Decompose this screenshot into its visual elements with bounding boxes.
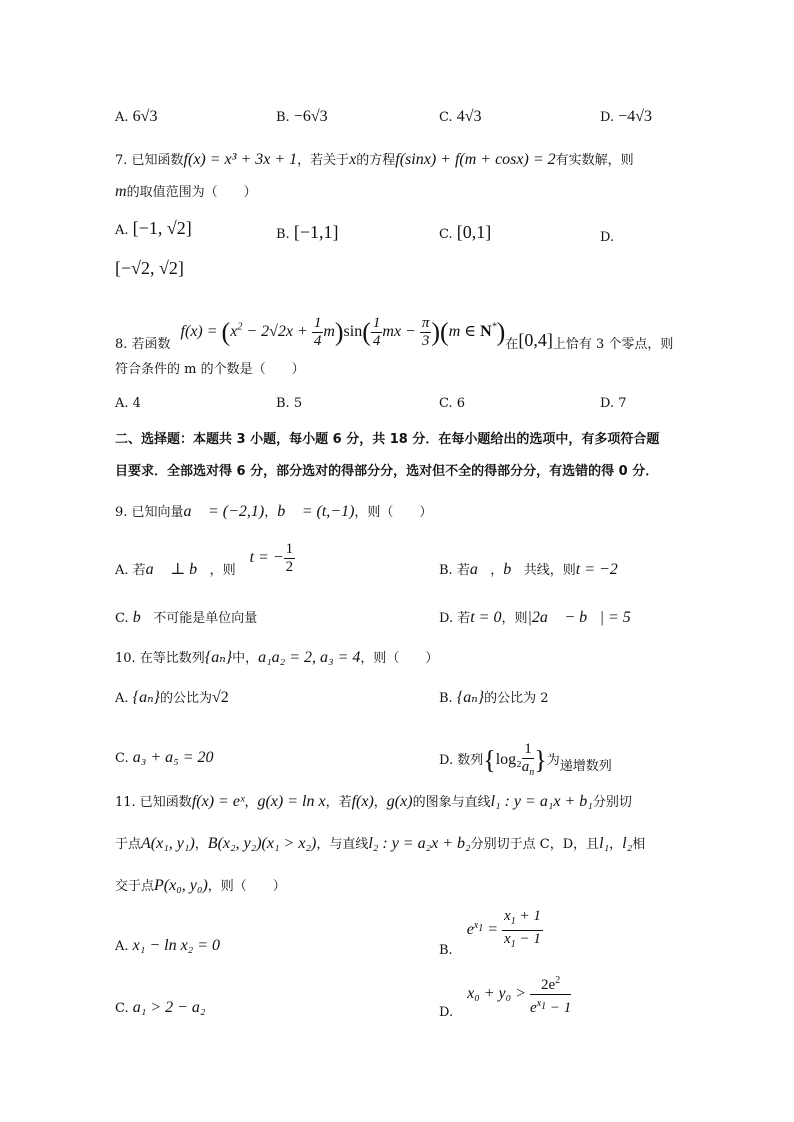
q9-vector-b: b⃗ = (t,−1) — [277, 503, 355, 520]
section-2-heading-line1: 二、选择题：本题共 3 小题，每小题 6 分，共 18 分．在每小题给出的选项中，有多项符合题 — [115, 432, 660, 447]
q11-option-b: $B.e^{x_1}$ = $\frac{x_1 + 1}{x_1 - 1}$ — [439, 908, 541, 959]
q7-stem-line2: m的取值范围为（ ） — [115, 183, 257, 200]
q7-option-d-label: D. — [600, 230, 615, 245]
q9-option-c: C. b⃗不可能是单位向量 — [115, 609, 258, 626]
q6-option-c-value: 4√3 — [456, 108, 482, 125]
q6-option-c: C. 4√3 — [439, 108, 482, 125]
q10-condition: a₁a₂ = 2, a₃ = 4 — [258, 649, 361, 666]
q8-function: $f(x) = (x^2 - 2√2x$ + $\frac{1}{4}$ m)sin( $\frac{1}{4}$ mx − $\frac{\pi}{3}$ )(m ∈ N*) — [180, 315, 506, 350]
q7-option-a: A. [−1, √2] — [115, 218, 192, 238]
q8-option-b: B. 5 — [276, 396, 303, 411]
q7-equation: f(sinx) + f(m + cosx) = 2 — [395, 151, 556, 168]
q11-stem-line1: 11. 已知函数f(x) = eˣ，g(x) = ln x，若f(x)，g(x)的图象与直线l₁ : y = a₁x + b₁分别切 — [115, 793, 632, 810]
q10-stem: 10. 在等比数列{aₙ}中，a₁a₂ = 2, a₃ = 4，则（ ） — [115, 649, 439, 666]
q10-option-d: D. 数列{log₂ $\frac{1}{a_n}$ }为递增数列 — [439, 740, 612, 778]
q7-function: f(x) = x³ + 3x + 1 — [183, 151, 298, 168]
q8-stem-line1: 8. 若函数$f(x) = (x^2 - 2√2x$ + $\frac{1}{4}$ m)sin( $\frac{1}{4}$ mx − $\frac{\pi}{3}$ )(m ∈ N*)在[0,4]上恰有 3 个零点，则 — [115, 315, 674, 353]
q11-option-c: C. a₁ > 2 − a₂ — [115, 999, 206, 1016]
q10-option-b: B. {aₙ}的公比为 2 — [439, 689, 549, 706]
q7-option-c: C. [0,1] — [439, 222, 492, 242]
q10-sequence: {aₙ} — [204, 649, 233, 666]
q10-option-a: A. {aₙ}的公比为√2 — [115, 689, 229, 706]
q7-option-b: B. [−1,1] — [276, 222, 339, 242]
q9-option-d: D. 若t = 0，则|2a⃗ − b⃗| = 5 — [439, 609, 631, 626]
q8-option-d: D. 7 — [600, 396, 627, 411]
q7-option-d-value: [−√2, √2] — [115, 258, 184, 278]
q11-option-d: D.x₀ + y₀ > $\frac{2e^2}{e^{x_1} - 1}$ — [439, 978, 571, 1023]
q8-option-c: C. 6 — [439, 396, 466, 411]
q10-option-c: C. a₃ + a₅ = 20 — [115, 749, 214, 766]
q9-option-a: A. 若a⃗ ⊥ b⃗，则t = − $\frac{1}{2}$ — [115, 541, 294, 578]
q9-stem: 9. 已知向量a⃗ = (−2,1)，b⃗ = (t,−1)，则（ ） — [115, 503, 433, 520]
q11-stem-line2: 于点A(x₁, y₁)，B(x₂, y₂)(x₁ > x₂)，与直线l₂ : y = a₂x + b₂分别切于点 C，D，且l₁，l₂相 — [115, 835, 646, 852]
q6-option-b: B. −6√3 — [276, 108, 328, 125]
q8-option-a: A. 4 — [115, 396, 141, 411]
q9-option-b: B. 若a⃗，b⃗共线，则t = −2 — [439, 561, 618, 578]
q8-stem-line2: 符合条件的 m 的个数是（ ） — [115, 362, 305, 377]
q6-option-d-value: −4√3 — [618, 108, 653, 125]
q11-stem-line3: 交于点P(x₀, y₀)，则（ ） — [115, 877, 286, 894]
q11-option-a: A. x₁ − ln x₂ = 0 — [115, 937, 221, 954]
q9-vector-a: a⃗ = (−2,1) — [183, 503, 265, 520]
q6-option-a: A. 6√3 — [115, 108, 158, 125]
q7-stem-line1: 7. 已知函数f(x) = x³ + 3x + 1，若关于x的方程f(sinx) + f(m + cosx) = 2有实数解，则 — [115, 151, 634, 168]
section-2-heading-line2: 目要求．全部选对得 6 分，部分选对的得部分分，选对但不全的得部分分，有选错的得 0 分． — [115, 464, 659, 479]
q6-option-a-value: 6√3 — [132, 108, 158, 125]
q6-option-b-value: −6√3 — [293, 108, 328, 125]
q6-option-d: D. −4√3 — [600, 108, 653, 125]
